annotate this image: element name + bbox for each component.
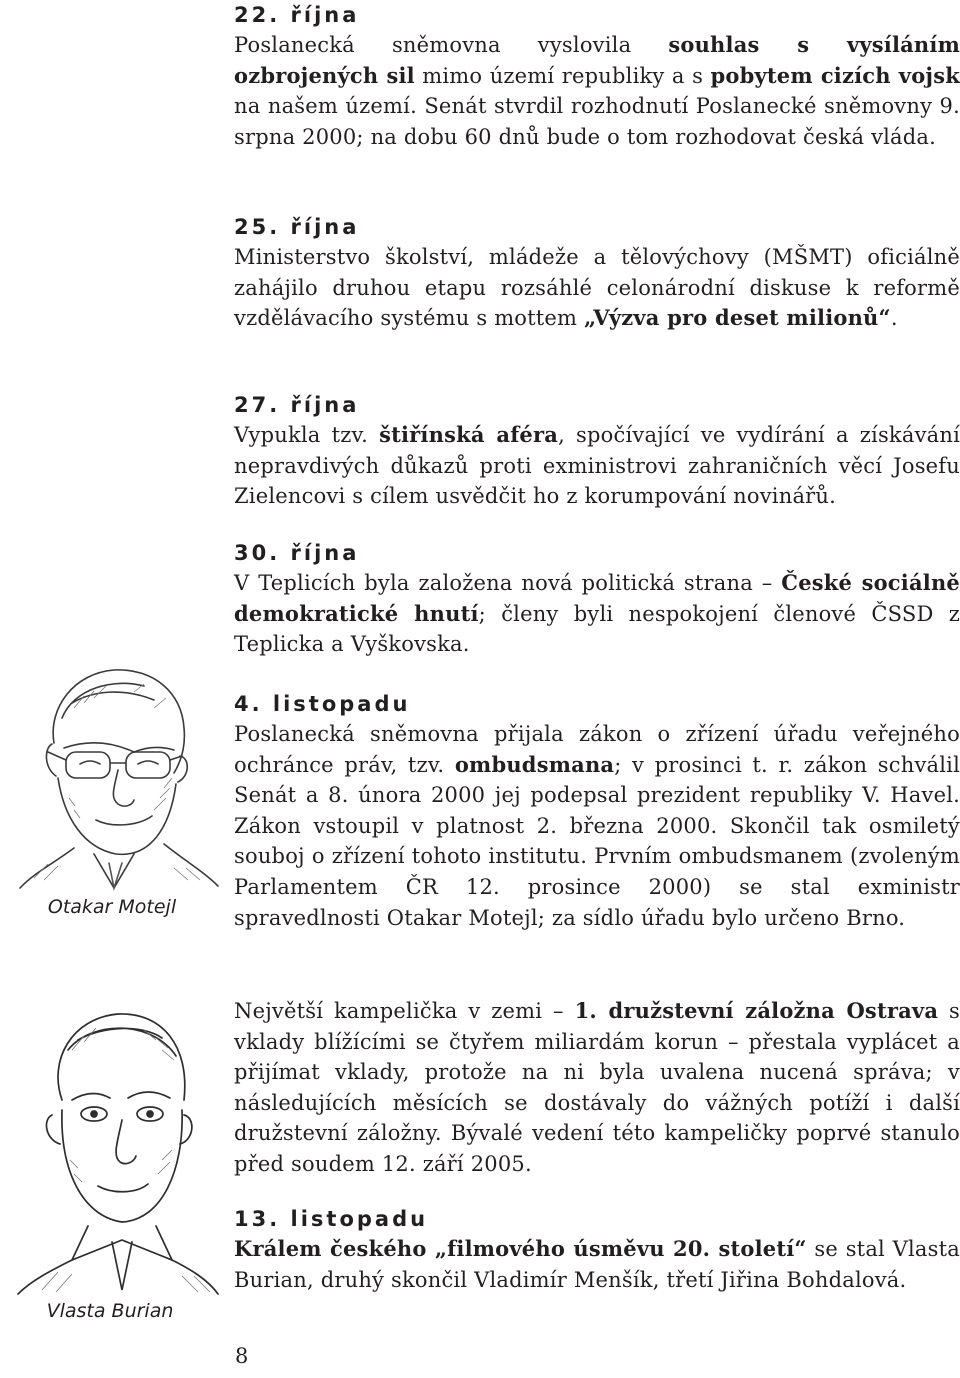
portrait-caption-burian: Vlasta Burian [46, 1300, 174, 1322]
chronicle-entry-22-rijna [234, 0, 960, 152]
entry-text [234, 568, 960, 660]
text-run: Vypukla tzv. [234, 423, 380, 447]
entry-text [234, 242, 960, 334]
chronicle-entry-13-listopadu [234, 1204, 960, 1295]
entry-text [234, 420, 960, 512]
bold-phrase: České sociálně demokratické hnutí [234, 570, 960, 626]
entry-text [234, 30, 960, 152]
bold-phrase: štiřínská aféra [379, 422, 559, 447]
text-run: Poslanecká sněmovna vyslovila [234, 33, 669, 57]
entry-date: 30. října [234, 541, 360, 565]
entry-date: 13. listopadu [234, 1207, 429, 1231]
text-run: mimo území republiky a s [414, 63, 711, 88]
portrait-caption-motejl: Otakar Motejl [47, 896, 177, 918]
text-run: ; členy byli nespokojení členové ČSSD z Teplicka a Vyškovska. [234, 601, 960, 657]
text-run: Největší kampelička v zemi – [234, 999, 575, 1023]
chronicle-entry-27-rijna [234, 390, 960, 512]
entry-text [234, 996, 960, 1180]
bold-phrase: „Výzva pro deset milionů“ [584, 305, 891, 331]
entry-date: 25. října [234, 215, 360, 239]
vlasta-burian-portrait [12, 990, 220, 1295]
bold-phrase: Králem českého „filmového úsměvu 20. století“ [234, 1236, 807, 1261]
chronicle-entry-druzstevni-zalozna [234, 996, 960, 1180]
entry-text [234, 1234, 960, 1295]
chronicle-entry-4-listopadu [234, 689, 960, 933]
otakar-motejl-portrait [14, 648, 220, 893]
text-run: na našem území. Senát stvrdil rozhodnutí Poslanecké sněmovny 9. srpna 2000; na dobu 60 dnů bude o tom rozhodovat česká vláda. [234, 94, 960, 149]
entry-date: 4. listopadu [234, 692, 411, 716]
text-run: Poslanecká sněmovna přijala zákon o zřízení úřadu veřejného ochránce práv, tzv. [234, 722, 960, 777]
bold-phrase: 1. družstevní záložna Ostrava [574, 998, 939, 1023]
text-run: , spočívající ve vydírání a získávání nepravdivých důkazů proti exministrovi zahraničních věcí Josefu Zielencovi s cílem usvědčit ho z korumpování novinářů. [234, 423, 960, 509]
entry-date: 27. října [234, 393, 360, 417]
bold-phrase: souhlas s vysíláním ozbrojených sil [234, 32, 960, 88]
chronicle-entry-25-rijna [234, 212, 960, 334]
entry-text [234, 719, 960, 933]
text-run: Ministerstvo školství, mládeže a tělovýchovy (MŠMT) oficiálně zahájilo druhou etapu rozsáhlé celonárodní diskuse k reformě vzdělávacího systému s mottem [234, 245, 960, 331]
entry-date: 22. října [234, 3, 360, 27]
text-run: . [890, 306, 898, 331]
bold-phrase: ombudsmana [454, 751, 615, 777]
text-run: s vklady blížícími se čtyřem miliardám korun – přestala vyplácet a přijímat vklady, protože na ni byla uvalena nucená správa; v následujících měsících se dostávaly do vážných potíží i další družstevní záložny. Bývalé vedení této kampeličky poprvé stanulo před soudem 12. září 2005. [234, 999, 960, 1176]
text-run: se stal Vlasta Burian, druhý skončil Vladimír Menšík, třetí Jiřina Bohdalová. [234, 1237, 960, 1292]
text-run: ; v prosinci t. r. zákon schválil Senát a 8. února 2000 jej podepsal prezident republiky V. Havel. Zákon vstoupil v platnost 2. března 2000. Skončil tak osmiletý souboj o zřízení tohoto institutu. Prvním ombudsmanem (zvoleným Parlamentem ČR 12. prosince 2000) se stal exministr spravedlnosti Otakar Motejl; za sídlo úřadu bylo určeno Brno. [234, 752, 960, 930]
bold-phrase: pobytem cizích vojsk [710, 62, 960, 88]
chronicle-entry-30-rijna [234, 538, 960, 660]
text-run: V Teplicích byla založena nová politická strana – [234, 571, 782, 595]
page-number: 8 [235, 1344, 249, 1368]
